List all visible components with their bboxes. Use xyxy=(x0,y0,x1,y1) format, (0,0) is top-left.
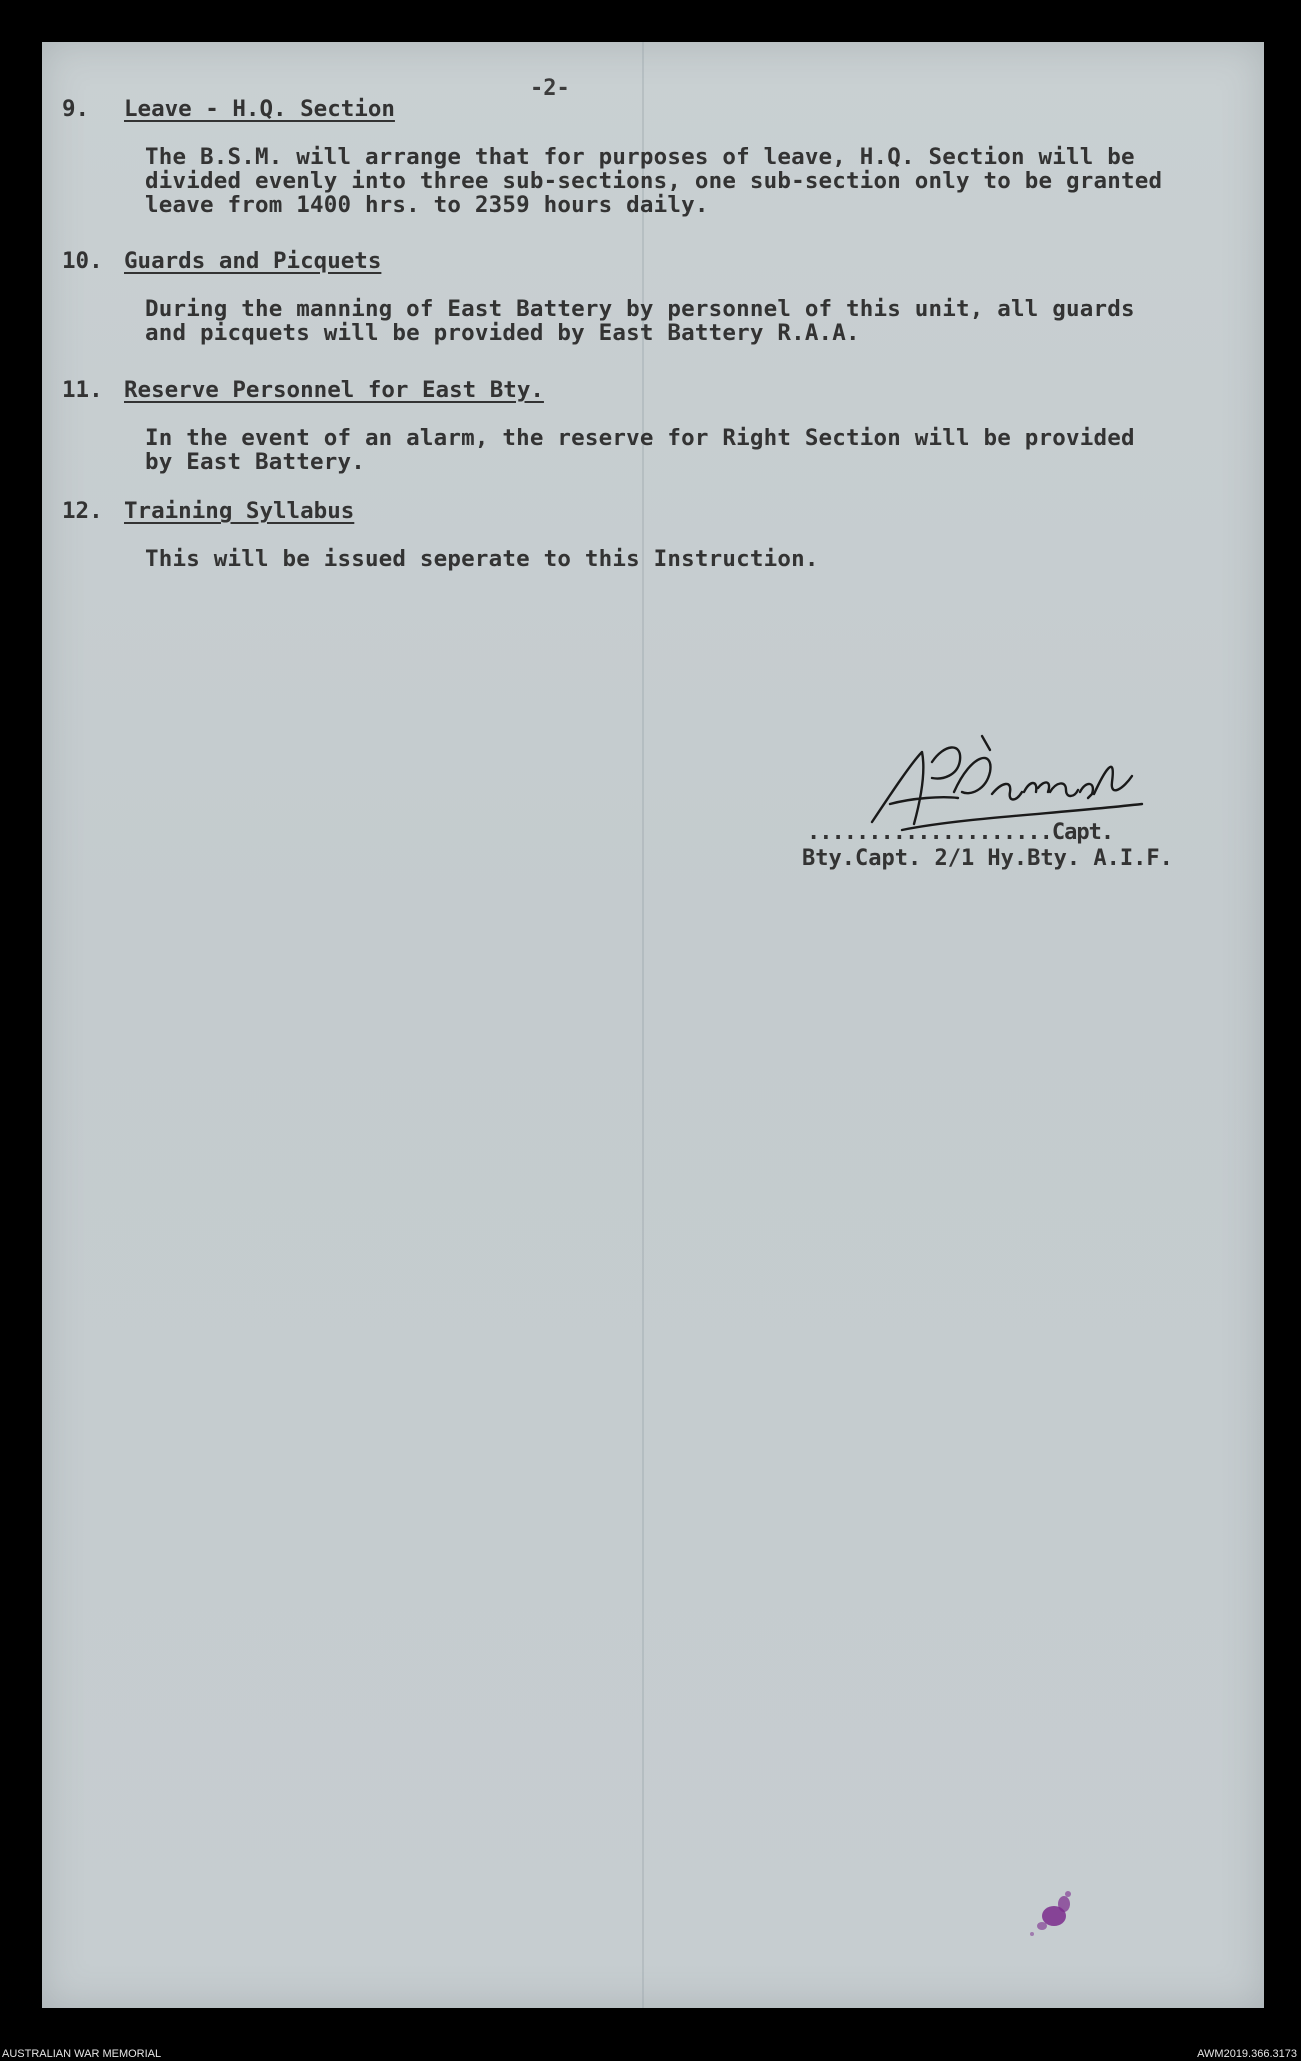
section-item-10 xyxy=(62,249,1242,345)
section-title: Reserve Personnel for East Bty. xyxy=(124,377,544,403)
section-title: Guards and Picquets xyxy=(124,248,382,274)
page-number: -2- xyxy=(530,76,570,101)
section-number: 10. xyxy=(62,248,103,274)
section-body: During the manning of East Battery by personnel of this unit, all guards and picquets will be provided by East Battery R.A.A. xyxy=(145,296,1135,346)
section-number: 11. xyxy=(62,377,103,403)
section-item-9 xyxy=(62,97,1242,217)
footer-reference: AWM2019.366.3173 xyxy=(1197,2048,1297,2060)
section-title: Leave - H.Q. Section xyxy=(124,96,395,122)
section-body: The B.S.M. will arrange that for purposes of leave, H.Q. Section will be divided evenly into three sub-sections, one sub-section only to be granted leave from 1400 hrs. to 2359 hours daily. xyxy=(145,144,1163,218)
section-number: 12. xyxy=(62,498,103,524)
ink-blot xyxy=(1012,1882,1092,1952)
section-body: In the event of an alarm, the reserve for Right Section will be provided by East Battery. xyxy=(145,425,1135,475)
section-number: 9. xyxy=(62,96,90,122)
section-body: This will be issued seperate to this Instruction. xyxy=(145,546,819,572)
section-item-12 xyxy=(62,499,1242,571)
signatory-designation: Bty.Capt. 2/1 Hy.Bty. A.I.F. xyxy=(802,846,1173,871)
signature-dotted-line: ....................Capt. xyxy=(807,820,1114,845)
section-title: Training Syllabus xyxy=(124,498,355,524)
section-item-11 xyxy=(62,378,1242,474)
document-page xyxy=(42,42,1264,2008)
signature-block xyxy=(802,732,1242,882)
footer-credit: AUSTRALIAN WAR MEMORIAL xyxy=(2,2048,162,2060)
